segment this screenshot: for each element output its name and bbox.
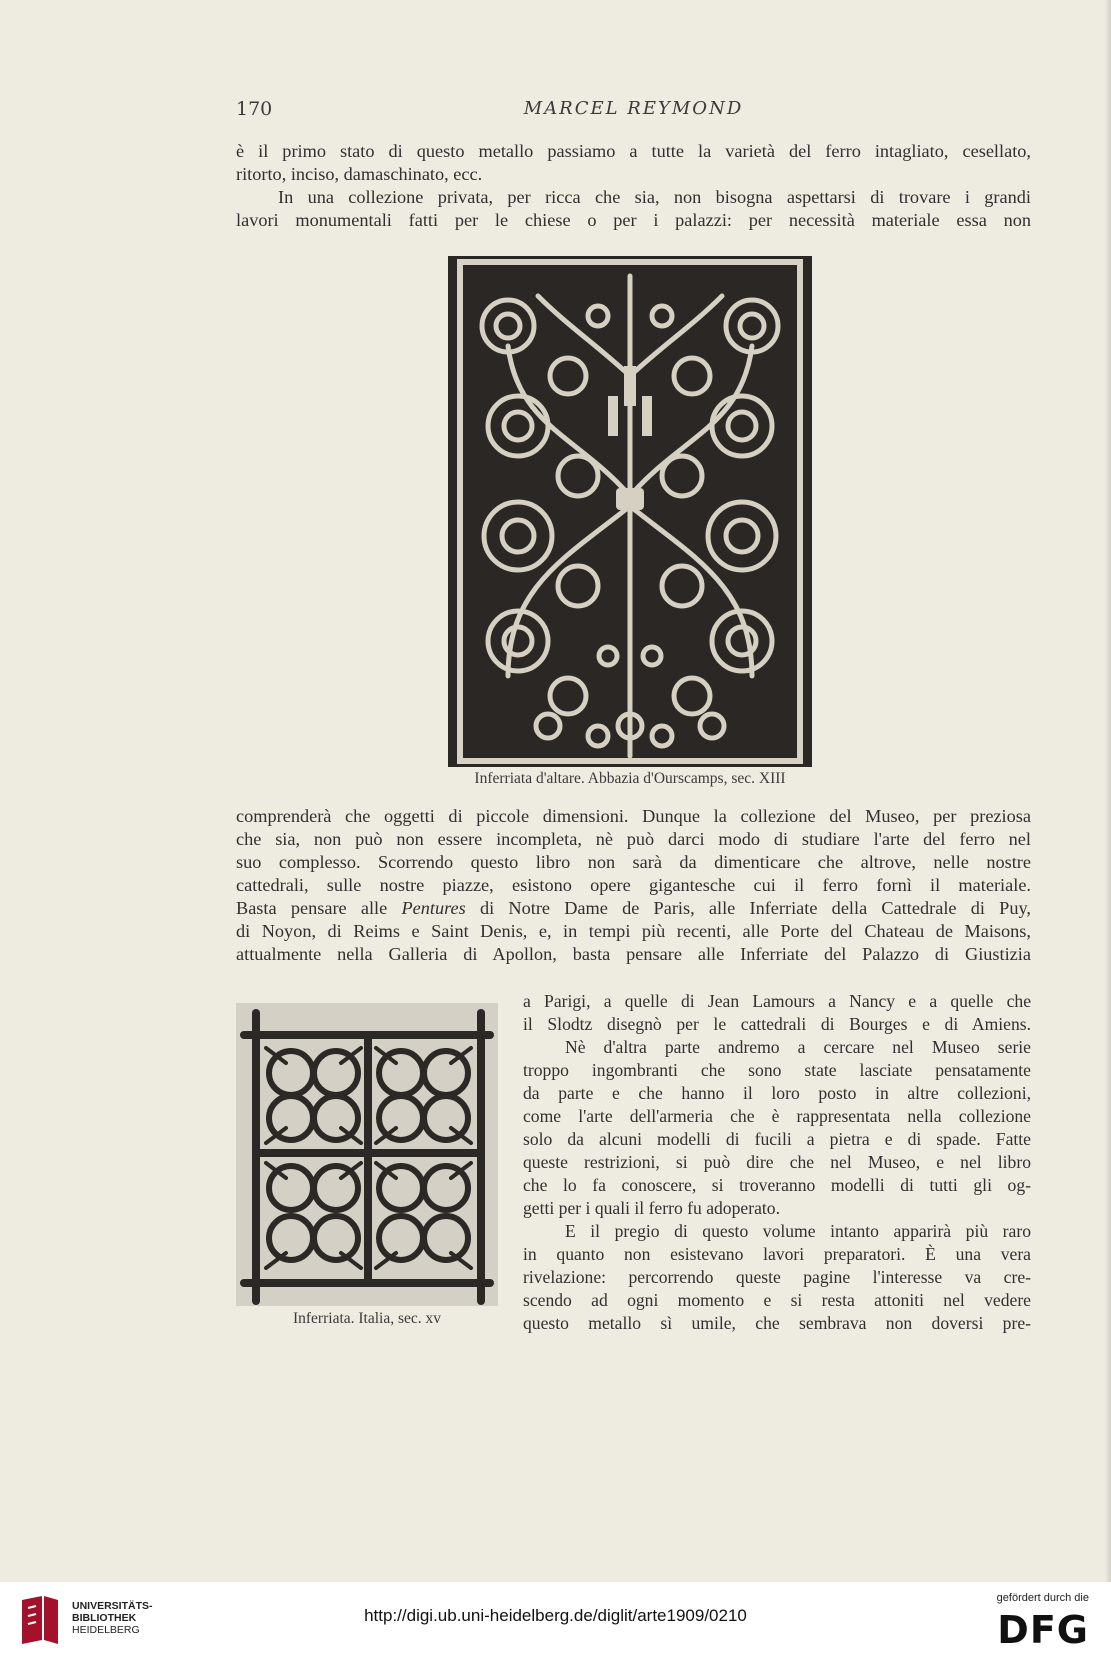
text-line: di Noyon, di Reims e Saint Denis, e, in tempi più recenti, alle Porte del Chateau de Maisons,: [236, 921, 1031, 941]
digitization-footer: [0, 1582, 1111, 1660]
text-line: lavori monumentali fatti per le chiese o per i palazzi: per necessità materiale essa non: [236, 210, 1031, 230]
text-line: da parte e che hanno il loro posto in altre collezioni,: [523, 1083, 1031, 1103]
funding-label: gefördert durch die: [996, 1592, 1089, 1604]
text-line: [236, 897, 1031, 920]
text-line: questo metallo sì umile, che sembrava non doversi pre-: [523, 1313, 1031, 1333]
quatrefoil-grille-illustration: [236, 1003, 498, 1306]
text-line: Nè d'altra parte andremo a cercare nel Museo serie: [565, 1037, 1031, 1057]
body-text-top: [236, 140, 1031, 232]
text-line: suo complesso. Scorrendo questo libro non sarà da dimenticare che altrove, nelle nostre: [236, 852, 1031, 872]
text-line: il Slodtz disegnò per le cattedrali di Bourges e di Amiens.: [523, 1014, 1031, 1034]
text-line: ritorto, inciso, damaschinato, ecc.: [236, 164, 483, 184]
body-text-middle: [236, 805, 1031, 966]
body-text-right: [523, 990, 1031, 1335]
text-line: che sia, non può non essere incompleta, nè può darci modo di studiare l'arte del ferro nel: [236, 829, 1031, 849]
text-line: scendo ad ogni momento e si resta attoniti nel vedere: [523, 1290, 1031, 1310]
text-line: attualmente nella Galleria di Apollon, basta pensare alle Inferriate del Palazzo di Giustizia: [236, 944, 1031, 964]
italic-term: Pentures: [401, 898, 466, 918]
text-line: che lo fa conoscere, si troveranno modelli di tutti gli og-: [523, 1175, 1031, 1195]
text-line: getti per i quali il ferro fu adoperato.: [523, 1198, 780, 1218]
text-line: solo da alcuni modelli di fucili a pietra e di spade. Fatte: [523, 1129, 1031, 1149]
dfg-logo: DFG: [997, 1608, 1089, 1652]
quatrefoil-grille-image: [236, 1003, 498, 1306]
running-head: MARCEL REYMOND: [523, 98, 744, 119]
page-number: 170: [236, 98, 273, 120]
text-line: cattedrali, sulle nostre piazze, esistono opere gigantesche cui il ferro fornì il materiale.: [236, 875, 1031, 895]
text-line: come l'arte dell'armeria che è rappresentata nella collezione: [523, 1106, 1031, 1126]
text-line: troppo ingombranti che sono state lasciate pensatamente: [523, 1060, 1031, 1080]
altar-grille-image: [448, 256, 812, 767]
text-line: In una collezione privata, per ricca che sia, non bisogna aspettarsi di trovare i grandi: [278, 187, 1031, 207]
figure-caption-top: Inferriata d'altare. Abbazia d'Ourscamps, sec. XIII: [474, 770, 786, 787]
text-line: a Parigi, a quelle di Jean Lamours a Nancy e a quelle che: [523, 991, 1031, 1011]
text-line: E il pregio di questo volume intanto apparirà più raro: [565, 1221, 1031, 1241]
text-line: rivelazione: percorrendo queste pagine l'interesse va cre-: [523, 1267, 1031, 1287]
altar-grille-illustration: [448, 256, 812, 767]
permalink-url[interactable]: http://digi.ub.uni-heidelberg.de/diglit/arte1909/0210: [364, 1606, 747, 1625]
text-line: in quanto non esistevano lavori preparatori. È una vera: [523, 1244, 1031, 1264]
text-line-part: Basta pensare alle: [236, 898, 402, 918]
text-line: queste restrizioni, si può dire che nel Museo, e nel libro: [523, 1152, 1031, 1172]
text-line-part: di Notre Dame de Paris, alle Inferriate della Cattedrale di Puy,: [465, 898, 1031, 918]
figure-caption-bottom: Inferriata. Italia, sec. xv: [292, 1310, 442, 1327]
library-name-line: HEIDELBERG: [72, 1624, 140, 1636]
page-header: [236, 98, 1031, 122]
text-line: comprenderà che oggetti di piccole dimensioni. Dunque la collezione del Museo, per preziosa: [236, 806, 1031, 826]
text-line: è il primo stato di questo metallo passiamo a tutte la varietà del ferro intagliato, cesellato,: [236, 141, 1031, 161]
library-name-line: UNIVERSITÄTS-: [72, 1600, 153, 1612]
library-name-line: BIBLIOTHEK: [72, 1612, 137, 1624]
